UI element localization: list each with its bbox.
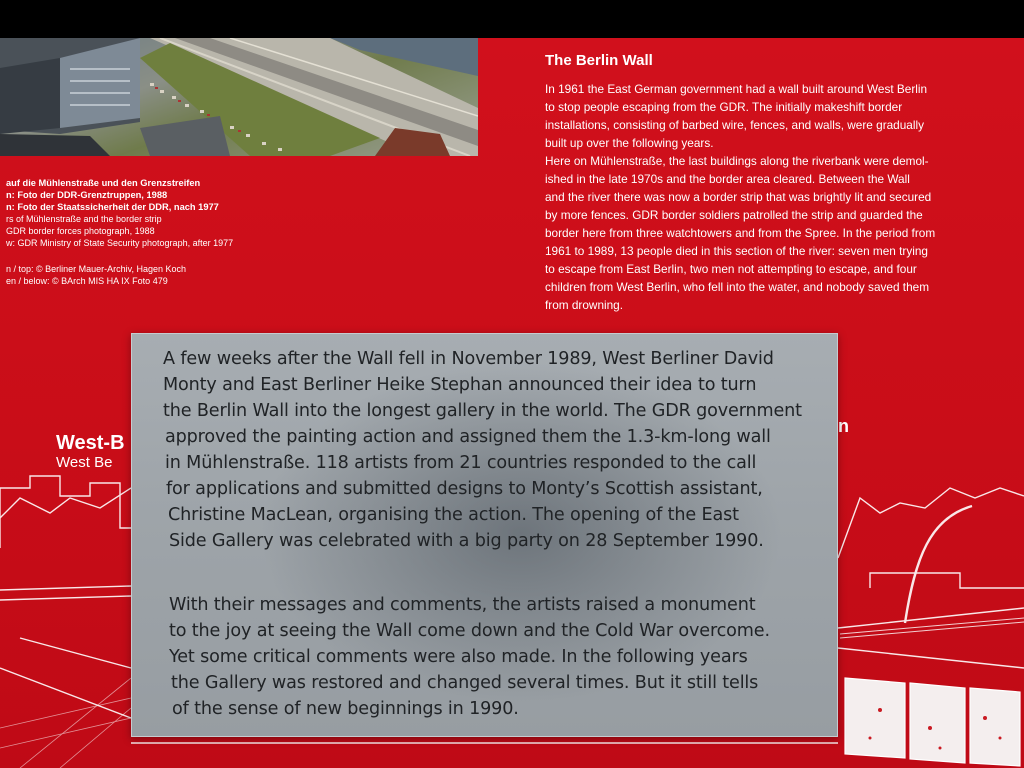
photo-caption-line: w: GDR Ministry of State Security photograph, after 1977 <box>6 238 234 248</box>
west-berlin-sublabel: West Be <box>56 454 113 471</box>
body-text-line: In 1961 the East German government had a wall built around West Berlin <box>545 82 928 96</box>
plaque-text-line: the Berlin Wall into the longest gallery in the world. The GDR government <box>163 401 802 421</box>
plaque-text-line: in Mühlenstraße. 118 artists from 21 countries responded to the call <box>165 453 757 473</box>
aerial-photo <box>0 38 478 156</box>
east-side-gallery-plaque <box>131 333 838 737</box>
body-text-line: 1961 to 1989, 13 people died in this section of the river: seven men trying <box>545 244 928 258</box>
plaque-text-line: of the sense of new beginnings in 1990. <box>172 699 519 719</box>
photo-caption-line: n: Foto der DDR-Grenztruppen, 1988 <box>6 190 168 200</box>
plaque-text-line: With their messages and comments, the artists raised a monument <box>169 595 756 615</box>
plaque-text-line: Yet some critical comments were also made. In the following years <box>169 647 748 667</box>
body-text-line: border here from three watchtowers and from the Spree. In the period from <box>545 226 936 240</box>
body-text-line: to stop people escaping from the GDR. The initially makeshift border <box>545 100 903 114</box>
west-berlin-label: West-B <box>56 432 125 454</box>
plaque-text-line: Monty and East Berliner Heike Stephan announced their idea to turn <box>163 375 757 395</box>
plaque-text-line: the Gallery was restored and changed several times. But it still tells <box>171 673 759 693</box>
photo-credit-line: en / below: © BArch MIS HA IX Foto 479 <box>6 276 168 286</box>
body-text-line: and the river there was now a border strip that was brightly lit and secured <box>545 190 932 204</box>
body-text-line: by more fences. GDR border soldiers patrolled the strip and guarded the <box>545 208 923 222</box>
plaque-text-line: to the joy at seeing the Wall come down and the Cold War overcome. <box>169 621 770 641</box>
body-text-line: children from West Berlin, who fell into the water, and nobody saved them <box>545 280 930 294</box>
photo-caption-line: rs of Mühlenstraße and the border strip <box>6 214 162 224</box>
photo-caption-line: n: Foto der Staatssicherheit der DDR, nach 1977 <box>6 202 219 212</box>
body-text-line: built up over the following years. <box>545 136 714 150</box>
plaque-text-line: approved the painting action and assigned them the 1.3-km-long wall <box>165 427 771 447</box>
photo-caption-line: auf die Mühlenstraße und den Grenzstreifen <box>6 178 201 188</box>
plaque-text-line: Christine MacLean, organising the action. The opening of the East <box>168 505 739 525</box>
east-label-fragment: n <box>838 416 849 436</box>
body-text-line: ished in the late 1970s and the border area cleared. Between the Wall <box>545 172 910 186</box>
body-text-line: from drowning. <box>545 298 624 312</box>
photo-credit-line: n / top: © Berliner Mauer-Archiv, Hagen Koch <box>6 264 187 274</box>
body-text-line: installations, consisting of barbed wire, fences, and walls, were gradually <box>545 118 925 132</box>
photo-caption-line: GDR border forces photograph, 1988 <box>6 226 155 236</box>
body-text-line: Here on Mühlenstraße, the last buildings along the riverbank were demol- <box>545 154 929 168</box>
plaque-text-line: Side Gallery was celebrated with a big party on 28 September 1990. <box>169 531 764 551</box>
plaque-text-line: A few weeks after the Wall fell in November 1989, West Berliner David <box>163 349 774 369</box>
body-text-line: to escape from East Berlin, two men not attempting to escape, and four <box>545 262 917 276</box>
section-title: The Berlin Wall <box>545 52 653 69</box>
plaque-text-line: for applications and submitted designs to Monty’s Scottish assistant, <box>166 479 763 499</box>
